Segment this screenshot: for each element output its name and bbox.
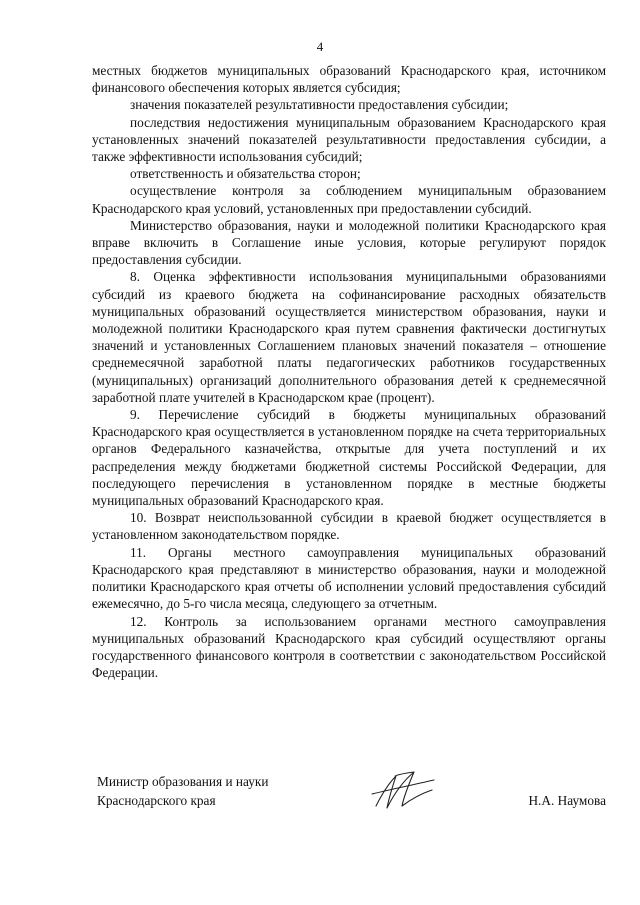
signature-block bbox=[92, 772, 606, 832]
paragraph-item-12: 12. Контроль за использованием органами местного самоуправления муниципальных образований Краснодарского края субсидий осуществляют органы государственного финансового контроля в соответствии с законодательством Российской Федерации. bbox=[92, 613, 606, 681]
paragraph-item-9: 9. Перечисление субсидий в бюджеты муниципальных образований Краснодарского края осуществляется в установленном порядке на счета территориальных органов Федерального казначейства, открытые для учета поступлений и их распределения между бюджетами бюджетной системы Российской Федерации, для последующего перечисления в установленном порядке в местные бюджеты муниципальных образований Краснодарского края. bbox=[92, 407, 606, 509]
paragraph-1: значения показателей результативности предоставления субсидии; bbox=[130, 97, 509, 113]
signatory-title-line-1: Министр образования и науки bbox=[97, 774, 269, 789]
signatory-name: Н.А. Наумова bbox=[528, 793, 606, 808]
signatory-title bbox=[97, 772, 269, 810]
paragraph-3: ответственность и обязательства сторон; bbox=[130, 166, 361, 182]
handwritten-signature-icon bbox=[362, 764, 442, 814]
paragraph-item-8: 8. Оценка эффективности использования муниципальными образованиями субсидий из краевого бюджета на софинансирование расходных обязательств муниципальных образований осуществляется министерством образования, науки и молодежной политики Краснодарского края путем сравнения фактически достигнутых значений и установленных Соглашением плановых значений показателя – отношение среднемесячной заработной платы педагогических работников государственных (муниципальных) организаций дополнительного образования детей к среднемесячной заработной плате учителей в Краснодарском крае (процент). bbox=[92, 269, 606, 405]
paragraph-5: Министерство образования, науки и молодежной политики Краснодарского края вправе включить в Соглашение иные условия, которые регулируют порядок предоставления субсидии. bbox=[92, 217, 606, 268]
paragraph-0: местных бюджетов муниципальных образований Краснодарского края, источником финансового обеспечения которых является субсидия; bbox=[92, 63, 606, 96]
paragraph-item-10: 10. Возврат неиспользованной субсидии в краевой бюджет осуществляется в установленном законодательством порядке. bbox=[92, 510, 606, 543]
paragraph-item-11: 11. Органы местного самоуправления муниципальных образований Краснодарского края представляют в министерство образования, науки и молодежной политики Краснодарского края отчеты об исполнении условий предоставления субсидий ежемесячно, до 5-го числа месяца, следующего за отчетным. bbox=[92, 544, 606, 612]
paragraph-2: последствия недостижения муниципальным образованием Краснодарского края установленных значений показателей результативности предоставления субсидии, а также эффективности использования субсидий; bbox=[92, 114, 606, 165]
signatory-title-line-2: Краснодарского края bbox=[97, 793, 216, 808]
document-body bbox=[92, 62, 606, 681]
paragraph-4: осуществление контроля за соблюдением муниципальным образованием Краснодарского края условий, установленных при предоставлении субсидий. bbox=[92, 183, 606, 216]
page-number: 4 bbox=[316, 39, 324, 54]
